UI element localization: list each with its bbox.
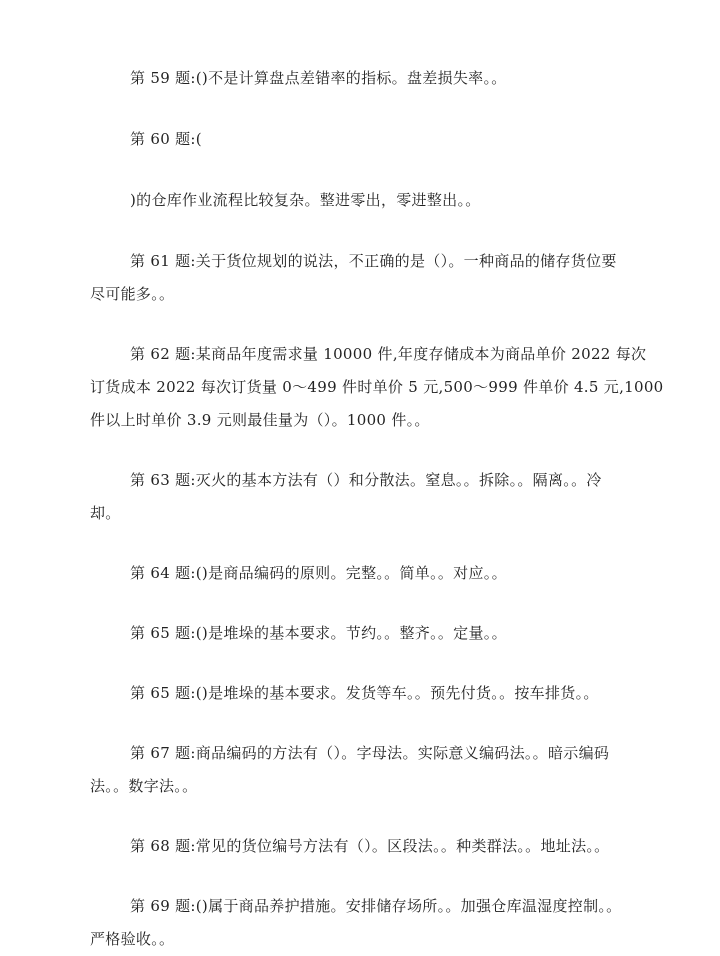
- text-line: 第 67 题:商品编码的方法有（）。字母法。实际意义编码法。。暗示编码: [130, 744, 610, 762]
- text-line: 第 62 题:某商品年度需求量 10000 件,年度存储成本为商品单价 2022 每次: [130, 345, 647, 363]
- text-line: 第 63 题:灭火的基本方法有（）和分散法。窒息。。拆除。。隔离。。冷: [130, 471, 602, 489]
- document-body: [90, 62, 670, 956]
- text-line: 尽可能多。。: [90, 285, 175, 303]
- question-59: [100, 62, 670, 95]
- question-60-start: [100, 123, 670, 156]
- question-67: [90, 737, 670, 803]
- text-line: 第 64 题:()是商品编码的原则。完整。。简单。。对应。。: [130, 564, 507, 582]
- question-63: [90, 464, 670, 530]
- question-69: [90, 890, 670, 956]
- text-line: 第 60 题:(: [130, 130, 202, 148]
- text-line: 却。: [90, 504, 121, 522]
- question-61: [90, 245, 670, 311]
- question-60-continued: [100, 184, 670, 217]
- text-line: 法。。数字法。。: [90, 777, 198, 795]
- text-line: 第 69 题:()属于商品养护措施。安排储存场所。。加强仓库温湿度控制。。: [130, 897, 622, 915]
- question-62: [90, 338, 670, 437]
- question-64: [100, 557, 670, 590]
- text-line: 订货成本 2022 每次订货量 0～499 件时单价 5 元,500～999 件单价 4.5 元,1000: [90, 378, 664, 396]
- question-65: [100, 617, 670, 650]
- text-line: 第 61 题:关于货位规划的说法，不正确的是（）。一种商品的储存货位要: [130, 252, 617, 270]
- text-line: 第 68 题:常见的货位编号方法有（）。区段法。。种类群法。。地址法。。: [130, 837, 610, 855]
- text-line: 第 59 题:()不是计算盘点差错率的指标。盘差损失率。。: [130, 69, 507, 87]
- text-line: 严格验收。。: [90, 930, 175, 948]
- question-68: [100, 830, 670, 863]
- question-65-repeat: [100, 677, 670, 710]
- text-line: 第 65 题:()是堆垛的基本要求。节约。。整齐。。定量。。: [130, 624, 507, 642]
- text-line: )的仓库作业流程比较复杂。整进零出，零进整出。。: [130, 191, 481, 209]
- text-line: 第 65 题:()是堆垛的基本要求。发货等车。。预先付货。。按车排货。。: [130, 684, 599, 702]
- text-line: 件以上时单价 3.9 元则最佳量为（）。1000 件。。: [90, 411, 430, 429]
